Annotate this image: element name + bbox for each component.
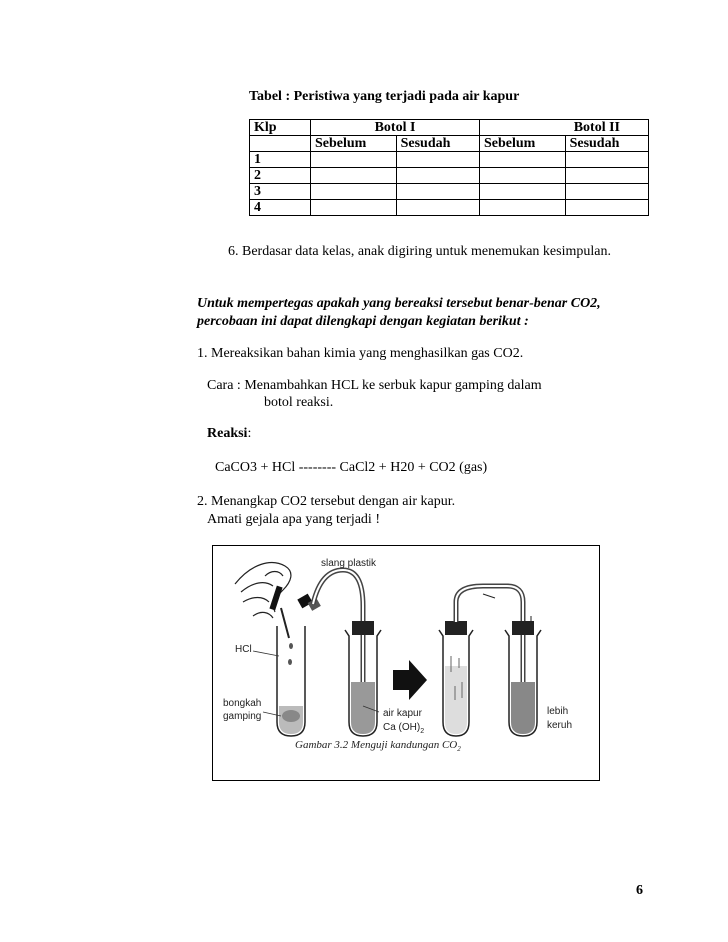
reaksi-label: Reaksi — [207, 426, 248, 441]
subheader-sesudah-2: Sesudah — [565, 136, 648, 152]
cell — [311, 200, 397, 216]
subheader-sebelum-2: Sebelum — [479, 136, 565, 152]
test-tube-3 — [439, 621, 473, 736]
cara-line-2: botol reaksi. — [264, 395, 334, 410]
cell — [311, 168, 397, 184]
label-lebih: lebih — [547, 706, 569, 717]
intro-line-2: percobaan ini dapat dilengkapi dengan kegiatan berikut : — [197, 314, 529, 329]
reaksi-colon: : — [247, 426, 252, 441]
item-2-subtitle: Amati gejala apa yang terjadi ! — [207, 512, 380, 527]
table-subheader-row — [250, 136, 649, 152]
row-klp: 1 — [250, 152, 311, 168]
step-6-text: 6. Berdasar data kelas, anak digiring untuk menemukan kesimpulan. — [228, 244, 611, 259]
droplet — [288, 659, 292, 665]
header-botol-2: Botol II — [479, 120, 648, 136]
label-gamping: gamping — [223, 711, 262, 722]
header-klp: Klp — [250, 120, 311, 136]
test-tube-1 — [277, 626, 305, 736]
label-bongkah: bongkah — [223, 698, 262, 709]
label-hcl: HCl — [235, 644, 252, 655]
page-number: 6 — [636, 883, 643, 898]
cell — [565, 152, 648, 168]
table-row — [250, 184, 649, 200]
item-2-title: 2. Menangkap CO2 tersebut dengan air kapur. — [197, 494, 456, 509]
table-row — [250, 168, 649, 184]
header-botol-1: Botol I — [311, 120, 480, 136]
cell — [565, 184, 648, 200]
cell — [396, 168, 479, 184]
table-row — [250, 200, 649, 216]
label-air-kapur: air kapur — [383, 708, 422, 719]
figure-caption-text: Gambar 3.2 Menguji kandungan CO — [295, 739, 458, 751]
reaksi-heading — [207, 426, 251, 442]
table-header-row — [250, 120, 649, 136]
cell — [311, 184, 397, 200]
table-caption: Tabel : Peristiwa yang terjadi pada air kapur — [249, 89, 520, 104]
dropper-icon — [269, 586, 289, 638]
subheader-empty — [250, 136, 311, 152]
hand-illustration — [235, 563, 291, 618]
label-caoh2 — [383, 722, 424, 735]
row-klp: 3 — [250, 184, 311, 200]
row-klp: 4 — [250, 200, 311, 216]
subheader-sebelum-1: Sebelum — [311, 136, 397, 152]
cell — [479, 152, 565, 168]
figure-caption-subscript: 2 — [457, 745, 461, 753]
droplet — [289, 643, 293, 649]
cell — [479, 184, 565, 200]
experiment-illustration — [213, 546, 599, 780]
label-caoh2-subscript: 2 — [420, 728, 425, 735]
label-slang-plastik: slang plastik — [321, 558, 377, 569]
item-1-title: 1. Mereaksikan bahan kimia yang menghasilkan gas CO2. — [197, 346, 524, 361]
cell — [311, 152, 397, 168]
cell — [479, 168, 565, 184]
figure-frame — [212, 545, 600, 781]
cell — [479, 200, 565, 216]
cara-line-1: Cara : Menambahkan HCL ke serbuk kapur gamping dalam — [207, 378, 542, 393]
row-klp: 2 — [250, 168, 311, 184]
cell — [565, 168, 648, 184]
subheader-sesudah-1: Sesudah — [396, 136, 479, 152]
table-row — [250, 152, 649, 168]
process-arrow-icon — [393, 660, 427, 700]
cell — [565, 200, 648, 216]
figure-caption — [295, 739, 461, 753]
reaction-equation: CaCO3 + HCl -------- CaCl2 + H20 + CO2 (gas) — [215, 460, 488, 475]
cell — [396, 184, 479, 200]
cell — [396, 152, 479, 168]
label-caoh2-text: Ca (OH) — [383, 722, 421, 733]
intro-line-1: Untuk mempertegas apakah yang bereaksi tersebut benar-benar CO2, — [197, 296, 601, 311]
label-keruh: keruh — [547, 720, 573, 731]
observation-table — [249, 119, 649, 216]
cell — [396, 200, 479, 216]
